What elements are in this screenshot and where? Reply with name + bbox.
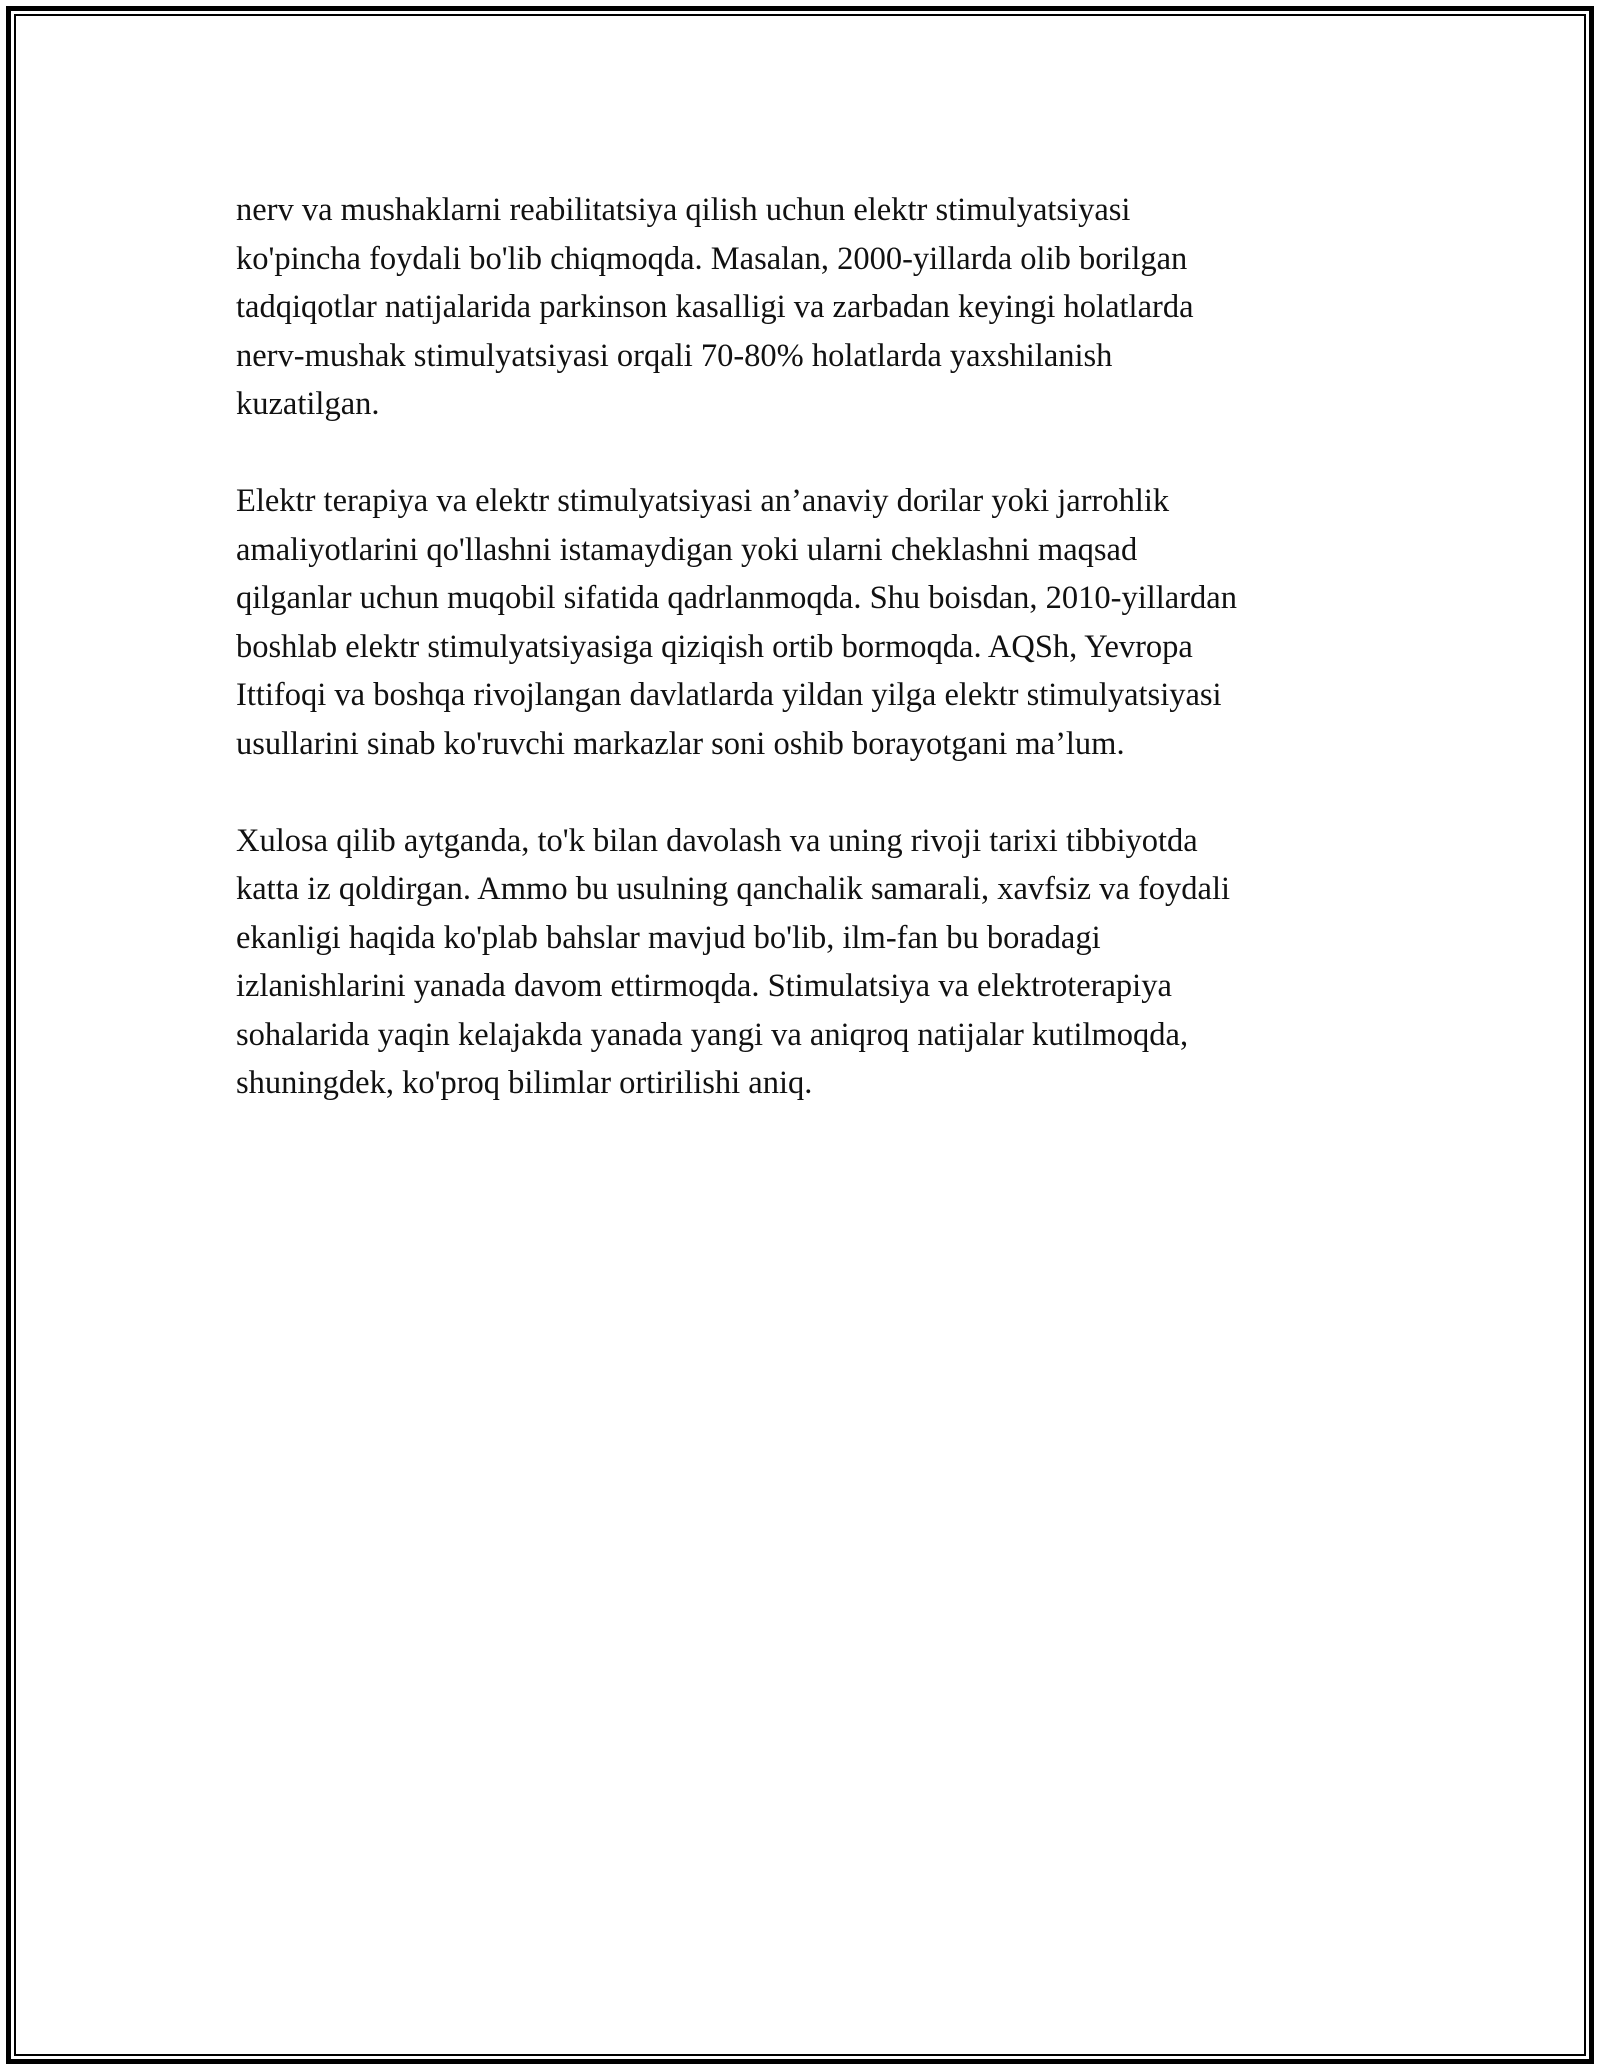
text-line: boshlab elektr stimulyatsiyasiga qiziqish ortib bormoqda. AQSh, Yevropa — [236, 628, 1193, 665]
text-line: qilganlar uchun muqobil sifatida qadrlanmoqda. Shu boisdan, 2010-yillardan — [236, 580, 1237, 616]
text-line: Elektr terapiya va elektr stimulyatsiyasi an’anaviy dorilar yoki jarrohlik — [236, 483, 1170, 519]
text-line: nerv-mushak stimulyatsiyasi orqali 70-80% holatlarda yaxshilanish — [236, 337, 1113, 374]
text-line: Xulosa qilib aytganda, to'k bilan davolash va uning rivoji tarixi tibbiyotda — [236, 822, 1198, 859]
text-line: ekanligi haqida ko'plab bahslar mavjud bo'lib, ilm-fan bu boradagi — [236, 919, 1101, 956]
paragraph-1 — [236, 186, 1406, 429]
text-line: Ittifoqi va boshqa rivojlangan davlatlarda yildan yilga elektr stimulyatsiyasi — [236, 677, 1222, 713]
text-line: sohalarida yaqin kelajakda yanada yangi va aniqroq natijalar kutilmoqda, — [236, 1016, 1189, 1053]
text-line: shuningdek, ko'proq bilimlar ortirilishi aniq. — [236, 1065, 813, 1101]
document-body — [236, 186, 1406, 1156]
text-line: amaliyotlarini qo'llashni istamaydigan yoki ularni cheklashni maqsad — [236, 531, 1138, 568]
text-line: kuzatilgan. — [236, 386, 380, 422]
paragraph-3 — [236, 817, 1406, 1108]
text-line: tadqiqotlar natijalarida parkinson kasalligi va zarbadan keyingi holatlarda — [236, 289, 1194, 325]
text-line: nerv va mushaklarni reabilitatsiya qilish uchun elektr stimulyatsiyasi — [236, 192, 1131, 228]
text-line: katta iz qoldirgan. Ammo bu usulning qanchalik samarali, xavfsiz va foydali — [236, 871, 1231, 907]
paragraph-2 — [236, 477, 1406, 768]
text-line: izlanishlarini yanada davom ettirmoqda. Stimulatsiya va elektroterapiya — [236, 968, 1172, 1004]
text-line: usullarini sinab ko'ruvchi markazlar soni oshib borayotgani ma’lum. — [236, 725, 1125, 762]
text-line: ko'pincha foydali bo'lib chiqmoqda. Masalan, 2000-yillarda olib borilgan — [236, 240, 1188, 277]
